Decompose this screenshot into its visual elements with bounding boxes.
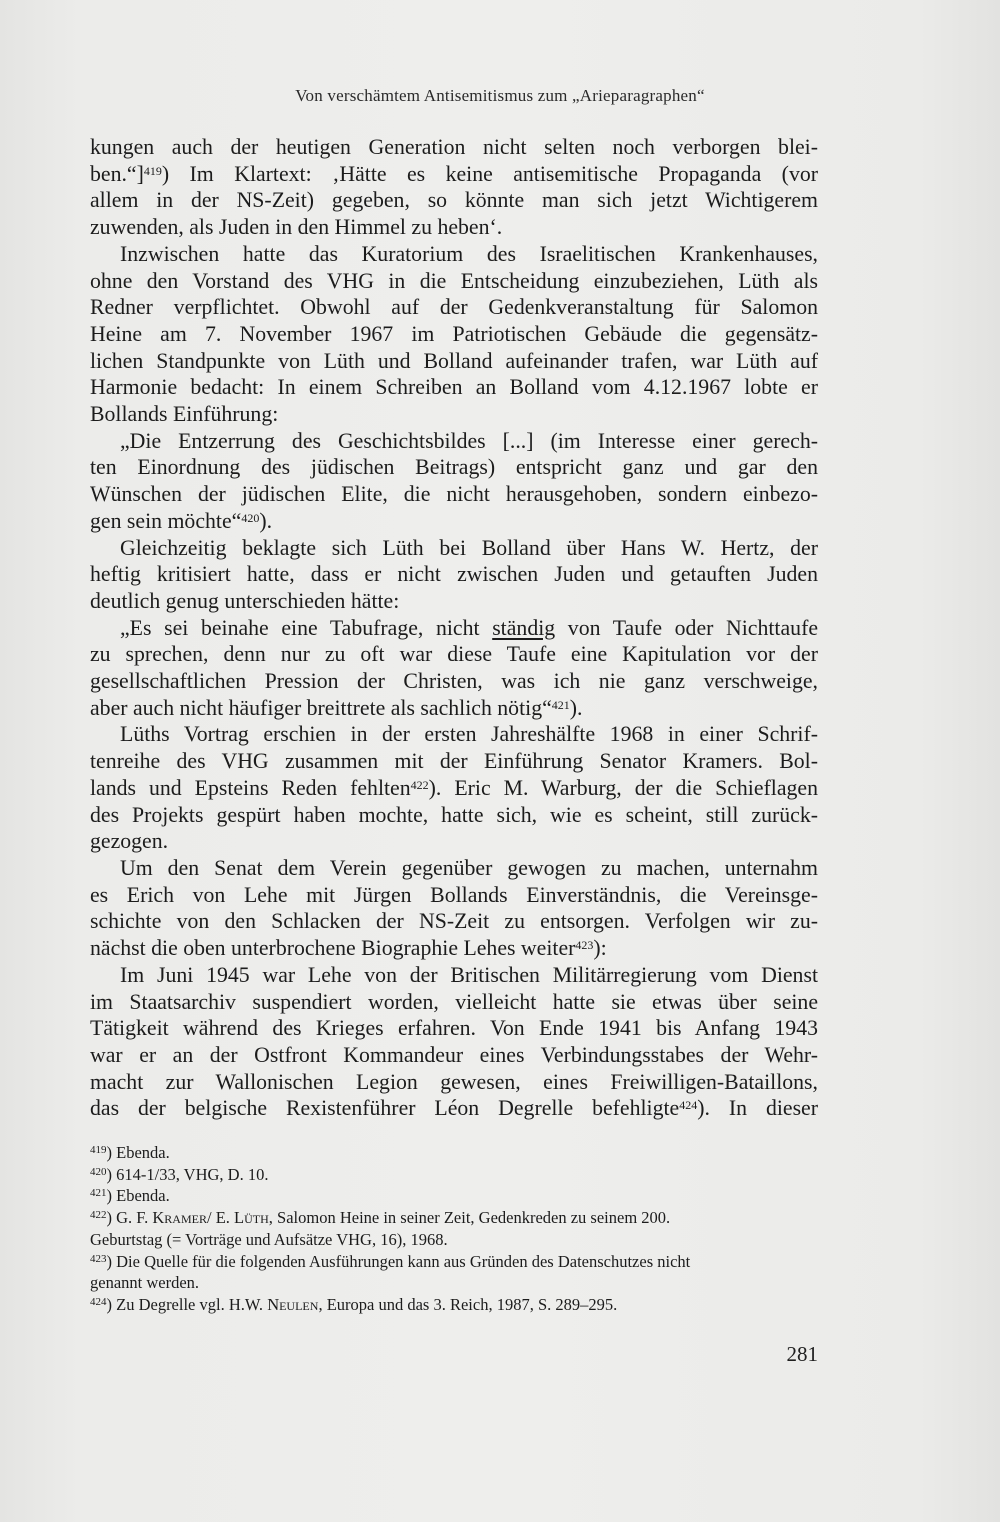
paragraph-start: Inzwischen hatte das Kuratorium des Israelitischen Krankenhauses,: [120, 241, 818, 266]
quote-start: „Die Entzerrung des Geschichtsbildes [...] (im Interesse einer gerech-: [120, 428, 818, 453]
text-line: Wünschen der jüdischen Elite, die nicht herausgehoben, sondern einbezo-: [90, 482, 818, 507]
footnote-ref-423[interactable]: 423: [575, 938, 594, 953]
body-text: [90, 134, 818, 1122]
running-header: Von verschämtem Antisemitismus zum „Arieparagraphen“: [295, 86, 705, 105]
footnote-421: $^{421}$) Ebenda.: [90, 1186, 170, 1206]
text-line: gezogen.: [90, 829, 169, 854]
footnote-ref-424[interactable]: 424: [679, 1098, 698, 1113]
footnote-423: $^{423}$) Die Quelle für die folgenden Ausführungen kann aus Gründen des Datenschutzes nicht genannt werden.: [90, 1251, 691, 1293]
footnotes: [90, 1142, 818, 1316]
footnote-ref-420[interactable]: 420: [241, 510, 260, 525]
text-line: kungen auch der heutigen Generation nicht selten noch verborgen blei-: [90, 135, 818, 159]
text-line: zu sprechen, denn nur zu oft war diese Taufe eine Kapitulation vor der: [90, 642, 818, 667]
text-line: lichen Standpunkte von Lüth und Bolland aufeinander trafen, war Lüth auf: [90, 348, 818, 373]
text-line: Heine am 7. November 1967 im Patriotischen Gebäude die gegensätz-: [90, 321, 818, 346]
text-line: aber auch nicht häufiger breittrete als sachlich nötig“$^{421}$).: [90, 695, 583, 720]
paragraph-start: Lüths Vortrag erschien in der ersten Jahreshälfte 1968 in einer Schrif-: [120, 722, 818, 747]
text-line: gen sein möchte“$^{420}$).: [90, 508, 273, 533]
text-line: es Erich von Lehe mit Jürgen Bollands Einverständnis, die Vereinsge-: [90, 882, 818, 907]
text-line: das der belgische Rexistenführer Léon Degrelle befehligte$^{424}$). In dieser: [90, 1096, 818, 1121]
footnote-420: $^{420}$) 614-1/33, VHG, D. 10.: [90, 1164, 269, 1184]
text-line: ten Einordnung des jüdischen Beitrags) entspricht ganz und gar den: [90, 455, 818, 480]
text-line: heftig kritisiert hatte, dass er nicht zwischen Juden und getauften Juden: [90, 562, 818, 587]
author-name: Kramer: [152, 1208, 207, 1228]
footnote-419: $^{419}$) Ebenda.: [90, 1143, 170, 1162]
text-line: Tätigkeit während des Krieges erfahren. Von Ende 1941 bis Anfang 1943: [90, 1016, 818, 1041]
text-line: tenreihe des VHG zusammen mit der Einführung Senator Kramers. Bol-: [90, 749, 818, 774]
underlined-word: ständig: [492, 615, 556, 640]
paragraph-start: Um den Senat dem Verein gegenüber gewogen zu machen, unternahm: [120, 855, 818, 880]
text-line: Bollands Einführung:: [90, 402, 279, 427]
text-line: lands und Epsteins Reden fehlten$^{422}$). Eric M. Warburg, der die Schieflagen: [90, 775, 818, 800]
text-line: Harmonie bedacht: In einem Schreiben an Bolland vom 4.12.1967 lobte er: [90, 375, 818, 400]
footnote-424: $^{424}$) Zu Degrelle vgl. H.W. Neulen, Europa und das 3. Reich, 1987, S. 289–295.: [90, 1294, 618, 1314]
paragraph-start: Gleichzeitig beklagte sich Lüth bei Bolland über Hans W. Hertz, der: [120, 535, 818, 560]
footnote-422: $^{422}$) G. F. Kramer/ E. Lüth, Salomon Heine in seiner Zeit, Gedenkreden zu seinem 200. Geburtstag (= Vorträge und Aufsätze VHG, 16), 1968.: [90, 1208, 671, 1249]
text-line: des Projekts gespürt haben mochte, hatte sich, wie es scheint, still zurück-: [90, 802, 818, 827]
quote-start: „Es sei beinahe eine Tabufrage, nicht ständig von Taufe oder Nichttaufe: [120, 615, 818, 640]
author-name: Lüth: [234, 1208, 269, 1228]
text-line: zuwenden, als Juden in den Himmel zu heben‘.: [90, 215, 503, 240]
text-line: ben.“]$^{419}$) Im Klartext: ‚Hätte es keine antisemitische Propaganda (vor: [90, 161, 818, 186]
text-line: im Staatsarchiv suspendiert worden, vielleicht hatte sie etwas über seine: [90, 989, 818, 1014]
text-line: war er an der Ostfront Kommandeur eines Verbindungsstabes der Wehr-: [90, 1042, 818, 1067]
author-name: Neulen: [267, 1294, 319, 1314]
text-line: schichte von den Schlacken der NS-Zeit zu entsorgen. Verfolgen wir zu-: [90, 909, 818, 934]
text-line: deutlich genug unterschieden hätte:: [90, 588, 400, 613]
page-number: 281: [786, 1342, 818, 1366]
text-line: Redner verpflichtet. Obwohl auf der Gedenkveranstaltung für Salomon: [90, 295, 818, 320]
text-line: allem in der NS-Zeit) gegeben, so könnte man sich jetzt Wichtigerem: [90, 188, 818, 213]
footnote-ref-422[interactable]: 422: [410, 777, 429, 792]
text-line: macht zur Wallonischen Legion gewesen, eines Freiwilligen-Bataillons,: [90, 1069, 818, 1094]
footnote-ref-421[interactable]: 421: [551, 697, 570, 712]
text-line: gesellschaftlichen Pression der Christen, was ich nie ganz verschweige,: [90, 669, 818, 694]
footnote-ref-419[interactable]: 419: [143, 163, 162, 178]
paragraph-start: Im Juni 1945 war Lehe von der Britischen Militärregierung vom Dienst: [120, 962, 818, 987]
text-line: ohne den Vorstand des VHG in die Entscheidung einzubeziehen, Lüth als: [90, 268, 818, 293]
text-line: nächst die oben unterbrochene Biographie Lehes weiter$^{423}$):: [90, 936, 607, 961]
